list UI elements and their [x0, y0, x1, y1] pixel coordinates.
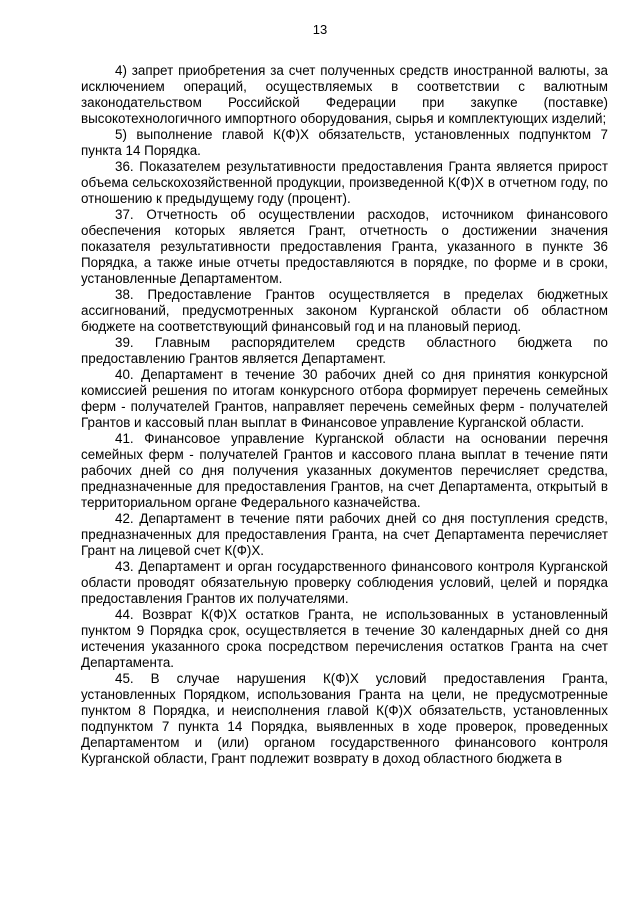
paragraph-36: 36. Показателем результативности предоставления Гранта является прирост объема сельскохозяйственной продукции, произведенной К(Ф)Х в отчетном году, по отношению к предыдущему году (процент). [81, 159, 608, 206]
paragraph-37: 37. Отчетность об осуществлении расходов, источником финансового обеспечения которых является Грант, отчетность о достижении значения показателя результативности предоставления Гранта, указанного в пункте 36 Порядка, а также иные отчеты предоставляются в порядке, по форме и в сроки, установленные Департаментом. [81, 207, 608, 286]
paragraph-38: 38. Предоставление Грантов осуществляется в пределах бюджетных ассигнований, предусмотренных законом Курганской области об областном бюджете на соответствующий финансовый год и на плановый период. [81, 287, 608, 334]
paragraph-43: 43. Департамент и орган государственного финансового контроля Курганской области проводят обязательную проверку соблюдения условий, целей и порядка предоставления Грантов их получателями. [81, 559, 608, 606]
page-number: 13 [312, 22, 328, 37]
paragraph-39: 39. Главным распорядителем средств областного бюджета по предоставлению Грантов является Департамент. [81, 335, 608, 366]
paragraph-42: 42. Департамент в течение пяти рабочих дней со дня поступления средств, предназначенных для предоставления Гранта, на счет Департамента перечисляет Грант на лицевой счет К(Ф)Х. [81, 511, 608, 558]
paragraph-44: 44. Возврат К(Ф)Х остатков Гранта, не использованных в установленный пунктом 9 Порядка срок, осуществляется в течение 30 календарных дней со дня истечения указанного срока посредством перечисления остатков Гранта на счет Департамента. [81, 607, 608, 670]
paragraph-45: 45. В случае нарушения К(Ф)Х условий предоставления Гранта, установленных Порядком, использования Гранта на цели, не предусмотренные пунктом 8 Порядка, и неисполнения главой К(Ф)Х обязательств, установленных подпунктом 7 пункта 14 Порядка, выявленных в ходе проверок, проведенных Департаментом и (или) органом государственного финансового контроля Курганской области, Грант подлежит возврату в доход областного бюджета в [81, 671, 608, 766]
paragraph-40: 40. Департамент в течение 30 рабочих дней со дня принятия конкурсной комиссией решения по итогам конкурсного отбора формирует перечень семейных ферм - получателей Грантов, направляет перечень семейных ферм - получателей Грантов и кассовый план выплат в Финансовое управление Курганской области. [81, 367, 608, 430]
paragraph-item-4: 4) запрет приобретения за счет полученных средств иностранной валюты, за исключением операций, осуществляемых в соответствии с валютным законодательством Российской Федерации при закупке (поставке) высокотехнологичного импортного оборудования, сырья и комплектующих изделий; [81, 63, 608, 126]
paragraph-item-5: 5) выполнение главой К(Ф)Х обязательств, установленных подпунктом 7 пункта 14 Порядка. [81, 127, 608, 158]
paragraph-41: 41. Финансовое управление Курганской области на основании перечня семейных ферм - получателей Грантов и кассового плана выплат в течение пяти рабочих дней со дня получения указанных документов перечисляет средства, предназначенные для предоставления Грантов, на счет Департамента, открытый в территориальном органе Федерального казначейства. [81, 431, 608, 510]
document-body [81, 63, 608, 767]
